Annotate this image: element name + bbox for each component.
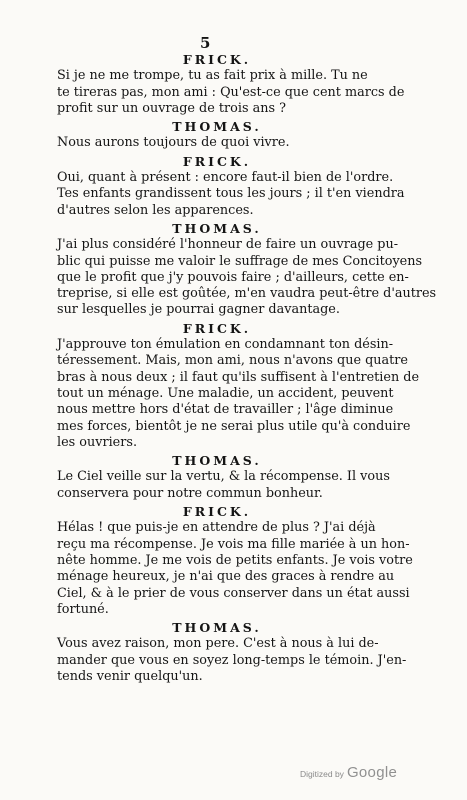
speech-paragraph [57,636,407,685]
text-line: Si je ne me trompe, tu as fait prix à mille. Tu ne [57,68,368,84]
text-line: reçu ma récompense. Je vois ma fille mariée à un hon- [57,536,410,552]
text-line: bras à nous deux ; il faut qu'ils suffisent à l'entretien de [57,369,420,385]
speech-paragraph [57,469,390,502]
text-line: sur lesquelles je pourrai gagner davantage. [57,302,340,318]
text-line: d'autres selon les apparences. [57,202,254,218]
speaker-heading: FRICK. [182,320,252,336]
watermark-prefix: Digitized by [300,769,344,779]
speech-paragraph [57,337,420,451]
text-line: J'approuve ton émulation en condamnant ton désin- [57,337,394,353]
dialogue-text [57,52,437,687]
google-logo: Google [346,764,398,781]
speech-paragraph [57,170,405,219]
text-line: Nous aurons toujours de quoi vivre. [57,135,290,151]
speech-paragraph [57,135,377,151]
text-line: Hélas ! que puis-je en attendre de plus ? J'ai déjà [57,520,376,536]
text-line: les ouvriers. [57,434,138,450]
text-line: fortuné. [57,601,109,617]
speech-paragraph [57,237,437,318]
text-line: téressement. Mais, mon ami, nous n'avons que quatre [57,353,409,369]
text-line: blic qui puisse me valoir le suffrage de mes Concitoyens [57,253,423,269]
speaker-heading: THOMAS. [172,119,262,135]
text-line: nous mettre hors d'état de travailler ; l'âge diminue [57,402,394,418]
speaker-heading: FRICK. [182,504,252,520]
speaker-heading: THOMAS. [172,620,262,636]
speech-paragraph [57,520,413,618]
speech-paragraph [57,68,405,117]
text-line: treprise, si elle est goûtée, m'en vaudra peut-être d'autres [57,286,437,302]
page-number: 5 [200,34,211,52]
speaker-heading: FRICK. [182,153,252,169]
text-line: mes forces, bientôt je ne serai plus utile qu'à conduire [57,418,411,434]
text-line: conservera pour notre commun bonheur. [57,485,323,501]
speaker-heading: THOMAS. [172,453,262,469]
text-line: profit sur un ouvrage de trois ans ? [57,100,286,116]
text-line: te tireras pas, mon ami : Qu'est-ce que cent marcs de [57,84,405,100]
text-line: nête homme. Je me vois de petits enfants. Je vois votre [57,552,413,568]
digitization-watermark [300,764,397,781]
speaker-heading: THOMAS. [172,220,262,236]
text-line: Tes enfants grandissent tous les jours ; il t'en viendra [57,186,405,202]
text-line: tout un ménage. Une maladie, un accident, peuvent [57,385,394,401]
text-line: mander que vous en soyez long-temps le témoin. J'en- [57,652,407,668]
text-line: Vous avez raison, mon pere. C'est à nous à lui de- [57,636,379,652]
text-line: ménage heureux, je n'ai que des graces à rendre au [57,569,395,585]
text-line: que le profit que j'y pouvois faire ; d'ailleurs, cette en- [57,269,409,285]
text-line: J'ai plus considéré l'honneur de faire un ouvrage pu- [57,237,399,253]
speaker-heading: FRICK. [182,52,252,67]
text-line: Le Ciel veille sur la vertu, & la récompense. Il vous [57,469,390,485]
text-line: Ciel, & à le prier de vous conserver dans un état aussi [57,585,410,601]
text-line: Oui, quant à présent : encore faut-il bien de l'ordre. [57,170,394,186]
text-line: tends venir quelqu'un. [57,668,203,684]
